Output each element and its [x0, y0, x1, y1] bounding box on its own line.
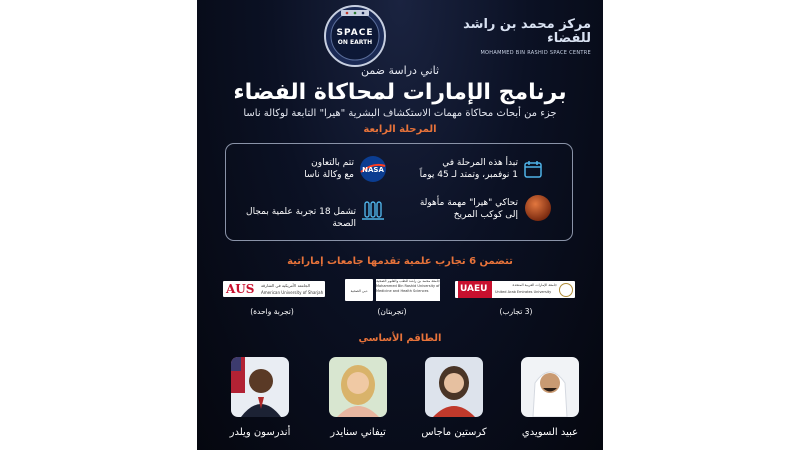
uaeu-logo-sub-ar: جامعة الإمارات العربية المتحدة: [512, 283, 557, 287]
person-avatar-icon: [521, 357, 579, 417]
uaeu-logo: [455, 281, 575, 298]
aus-logo: [223, 281, 325, 297]
mbru-emblem: [345, 279, 373, 301]
uaeu-logo-name: UAEU: [460, 284, 488, 294]
poster: [197, 0, 603, 450]
mbrsc-logo: [451, 18, 591, 56]
mbru-count: (تجربتان): [377, 307, 407, 316]
description: جزء من أبحاث محاكاة مهمات الاستكشاف البشرية "هيرا" التابعة لوكالة ناسا: [243, 108, 557, 119]
crew-name-obaid: عبيد السويدي: [521, 427, 579, 438]
mars-line2: إلى كوكب المريخ: [453, 210, 518, 220]
mbru-logo-sub-ar: دبي الصحية: [350, 289, 368, 293]
badge-line2: ON EARTH: [337, 39, 373, 46]
nasa-line2: مع وكالة ناسا: [304, 170, 354, 180]
person-avatar-icon: [231, 357, 289, 417]
nasa-logo-text: NASA: [362, 166, 384, 174]
mars-mission-text: [396, 197, 518, 221]
mars-planet-icon: [524, 194, 552, 222]
mbru-logo-name: جامعة محمد بن راشد للطب والعلوم الصحية: [376, 279, 440, 283]
crew-name-tiffany: تيفاني سنايدر: [330, 427, 386, 438]
nasa-collab-text: [266, 157, 354, 181]
mbru-logo-sub-en: Mohammed Bin Rashid University of Medicine and Health Sciences: [376, 284, 440, 293]
mbrsc-arabic-name: مركز محمد بن راشد للفضاء: [463, 17, 591, 46]
uaeu-count: (3 تجارب): [499, 307, 533, 316]
crew-name-kristin: كرستين ماجاس: [421, 427, 487, 438]
test-tubes-icon: [361, 199, 385, 223]
uaeu-logo-sub-en: United Arab Emirates University: [495, 290, 552, 294]
start-date-text: [406, 157, 518, 181]
person-avatar-icon: [329, 357, 387, 417]
crew-photo-tiffany: [329, 357, 387, 417]
crew-heading: الطاقم الأساسي: [358, 333, 442, 344]
badge-line1: SPACE: [336, 28, 374, 38]
crew-photo-obaid: [521, 357, 579, 417]
subtitle: ثاني دراسة ضمن: [360, 64, 440, 77]
mbrsc-english-name: MOHAMMED BIN RASHID SPACE CENTRE: [480, 50, 591, 56]
aus-logo-sub-ar: الجامعة الأمريكية في الشارقة: [261, 283, 310, 288]
universities-heading: تتضمن 6 تجارب علمية تقدمها جامعات إماراتية: [287, 256, 513, 267]
main-title: برنامج الإمارات لمحاكاة الفضاء: [233, 80, 567, 105]
aus-logo-sub-en: American University of Sharjah: [261, 290, 324, 295]
calendar-icon: [523, 159, 543, 179]
info-box: [225, 143, 573, 241]
start-line2: 1 نوفمبر، وتمتد لـ 45 يوماً: [419, 170, 518, 180]
space-on-earth-badge: [323, 4, 387, 68]
aus-logo-name: AUS: [226, 282, 255, 296]
crew-photo-kristin: [425, 357, 483, 417]
phase-label: المرحلة الرابعة: [363, 124, 437, 135]
experiments-text: تشمل 18 تجربة علمية بمجال الصحة: [246, 207, 356, 229]
crew-photo-anderson: [231, 357, 289, 417]
mbru-text-block: [376, 279, 440, 301]
crew-name-anderson: أندرسون ويلدر: [229, 427, 291, 438]
nasa-logo-icon: [358, 154, 388, 184]
person-avatar-icon: [425, 357, 483, 417]
nasa-line1: تتم بالتعاون: [311, 158, 354, 168]
mars-line1: تحاكي "هيرا" مهمة مأهولة: [419, 198, 518, 208]
start-line1: تبدأ هذه المرحلة في: [442, 158, 518, 168]
mbru-logo: [342, 279, 442, 303]
uaeu-emblem-icon: [559, 283, 573, 297]
aus-count: (تجربة واحدة): [250, 307, 294, 316]
